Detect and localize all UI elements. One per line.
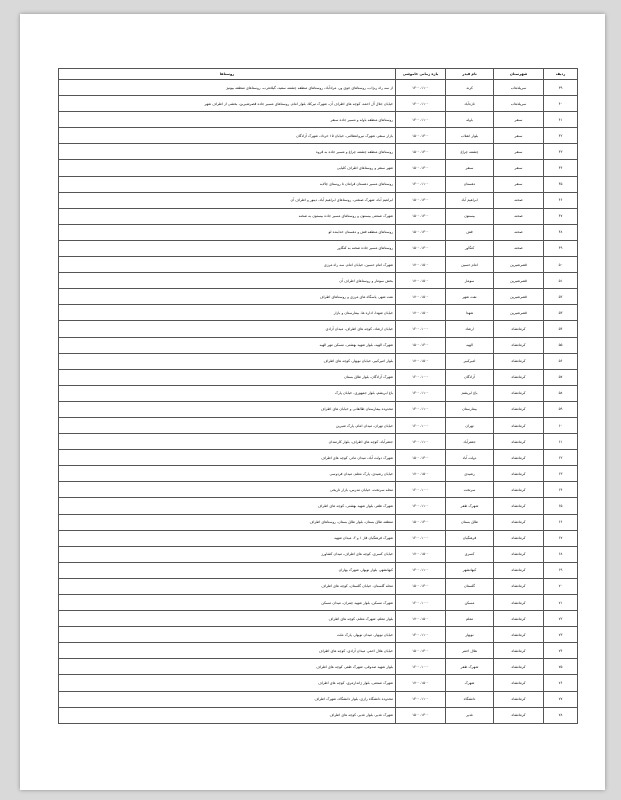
cell-row-number: ۵۲ (544, 289, 578, 305)
cell-row-number: ۶۲ (544, 450, 578, 466)
table-row (59, 385, 578, 401)
cell-place: سومار (446, 273, 494, 289)
cell-place: باوله (446, 112, 494, 128)
cell-row-number: ۵۷ (544, 369, 578, 385)
cell-city: کرمانشاه (494, 643, 544, 659)
cell-city: کرمانشاه (494, 482, 544, 498)
table-row (59, 401, 578, 417)
cell-city: سنقر (494, 128, 544, 144)
cell-areas: محله گلستان، خیابان گلستان، کوچه های اطراف (59, 578, 396, 594)
cell-row-number: ۵۵ (544, 337, 578, 353)
cell-place: فرهنگیان (446, 530, 494, 546)
cell-place: کیهانشهر (446, 562, 494, 578)
cell-areas: خیابان جلال آل احمد، کوچه های اطراف آن، شهرک تیرکلا، بلوار امام، روستاهای مسیر جاده قصرشیرین، بخشی از اطراف شهر (59, 96, 396, 112)
cell-areas: خیابان شهدا، اداره ها، بیمارستان و بازار (59, 305, 396, 321)
table-body (59, 80, 578, 724)
cell-row-number: ۷۲ (544, 611, 578, 627)
cell-areas: خیابان نوبهار، میدان نوبهار، پارک ملت (59, 627, 396, 643)
table-row (59, 160, 578, 176)
cell-city: کرمانشاه (494, 675, 544, 691)
cell-city: کرمانشاه (494, 498, 544, 514)
cell-time: ۱۲۰۰-۱۰۰۰ (396, 530, 446, 546)
cell-city: کرمانشاه (494, 611, 544, 627)
cell-place: تهران (446, 417, 494, 433)
header-row-number: ردیف (544, 69, 578, 80)
cell-time: ۱۵۰۰-۱۳۰۰ (396, 337, 446, 353)
cell-row-number: ۴۴ (544, 160, 578, 176)
cell-time: ۱۳۰۰-۱۱۰۰ (396, 176, 446, 192)
cell-time: ۱۵۰۰-۱۳۰۰ (396, 224, 446, 240)
cell-city: کرمانشاه (494, 417, 544, 433)
table-row (59, 289, 578, 305)
table-row (59, 514, 578, 530)
table-row (59, 434, 578, 450)
table-row (59, 128, 578, 144)
cell-time: ۱۲۰۰-۱۰۰۰ (396, 482, 446, 498)
table-row (59, 273, 578, 289)
cell-place: دانشگاه (446, 691, 494, 707)
table-row (59, 498, 578, 514)
cell-place: بلوار انقلاب (446, 128, 494, 144)
cell-areas: منطقه طاق بستان، بلوار طاق بستان، روستاهای اطراف (59, 514, 396, 530)
cell-row-number: ۶۴ (544, 482, 578, 498)
cell-row-number: ۶۹ (544, 562, 578, 578)
cell-place: آزادگان (446, 369, 494, 385)
cell-place: الهیه (446, 337, 494, 353)
cell-row-number: ۵۶ (544, 353, 578, 369)
cell-place: کنگاور (446, 240, 494, 256)
cell-row-number: ۴۵ (544, 176, 578, 192)
document-page (20, 14, 605, 790)
cell-time: ۱۳۰۰-۱۱۰۰ (396, 112, 446, 128)
table-row (59, 450, 578, 466)
cell-row-number: ۴۶ (544, 192, 578, 208)
cell-place: هلال احمر (446, 643, 494, 659)
table-row (59, 192, 578, 208)
table-row (59, 224, 578, 240)
cell-areas: شهرک ظفر، بلوار شهید بهشتی، کوچه های اطراف (59, 498, 396, 514)
cell-place: معلم (446, 611, 494, 627)
table-row (59, 305, 578, 321)
cell-row-number: ۶۳ (544, 466, 578, 482)
cell-place: امام حسین (446, 257, 494, 273)
cell-place: ابراهیم آباد (446, 192, 494, 208)
cell-city: کرمانشاه (494, 562, 544, 578)
header-place: نام فیدر (446, 69, 494, 80)
cell-time: ۱۵۰۰-۱۳۰۰ (396, 450, 446, 466)
cell-city: کرمانشاه (494, 627, 544, 643)
table-row (59, 96, 578, 112)
cell-time: ۱۳۰۰-۱۱۰۰ (396, 434, 446, 450)
cell-time: ۱۳۰۰-۱۱۰۰ (396, 627, 446, 643)
cell-row-number: ۴۰ (544, 96, 578, 112)
cell-areas: خیابان ارشاد، کوچه های اطراف، میدان آزادی (59, 321, 396, 337)
table-row (59, 627, 578, 643)
cell-row-number: ۷۵ (544, 659, 578, 675)
cell-areas: شهرک دولت آباد، میدان مادر، کوچه های اطراف (59, 450, 396, 466)
cell-city: سرپلذهاب (494, 80, 544, 96)
cell-areas: روستاهای منطقه چشمه چراغ و مسیر جاده به قروه (59, 144, 396, 160)
cell-areas: روستاهای مسیر دهستان فرامان تا روستای چالابه (59, 176, 396, 192)
cell-row-number: ۷۰ (544, 578, 578, 594)
cell-areas: محدوده دانشگاه رازی، بلوار دانشگاه، شهرک اطراف (59, 691, 396, 707)
cell-time: ۱۷۰۰-۱۵۰۰ (396, 273, 446, 289)
cell-areas: خیابان کسری، کوچه های اطراف، میدان کشاورز (59, 546, 396, 562)
cell-place: شهرک ظفر (446, 498, 494, 514)
cell-place: چشمه چراغ (446, 144, 494, 160)
cell-city: کرمانشاه (494, 530, 544, 546)
cell-time: ۱۵۰۰-۱۳۰۰ (396, 707, 446, 723)
cell-city: صحنه (494, 208, 544, 224)
cell-city: کرمانشاه (494, 546, 544, 562)
cell-areas: محدوده بیمارستان طالقانی و خیابان های اطراف (59, 401, 396, 417)
cell-city: قصرشیرین (494, 305, 544, 321)
cell-time: ۱۲۰۰-۱۰۰۰ (396, 369, 446, 385)
cell-row-number: ۷۷ (544, 691, 578, 707)
cell-row-number: ۶۰ (544, 417, 578, 433)
cell-time: ۱۳۰۰-۱۱۰۰ (396, 401, 446, 417)
cell-time: ۱۵۰۰-۱۳۰۰ (396, 192, 446, 208)
cell-place: دهستان (446, 176, 494, 192)
cell-row-number: ۵۱ (544, 273, 578, 289)
cell-place: جعفرآباد (446, 434, 494, 450)
cell-place: دولت آباد (446, 450, 494, 466)
cell-areas: نفت شهر، پاسگاه های مرزی و روستاهای اطراف (59, 289, 396, 305)
cell-city: صحنه (494, 224, 544, 240)
table-row (59, 369, 578, 385)
table-row (59, 257, 578, 273)
table-row (59, 337, 578, 353)
cell-time: ۱۷۰۰-۱۵۰۰ (396, 546, 446, 562)
cell-areas: بلوار امیرکبیر، خیابان نوبهار، کوچه های اطراف (59, 353, 396, 369)
cell-city: سنقر (494, 112, 544, 128)
cell-row-number: ۴۱ (544, 112, 578, 128)
cell-row-number: ۵۴ (544, 321, 578, 337)
cell-row-number: ۷۳ (544, 627, 578, 643)
cell-time: ۱۲۰۰-۱۰۰۰ (396, 321, 446, 337)
blackout-schedule-table (58, 68, 578, 724)
cell-time: ۱۷۰۰-۱۵۰۰ (396, 305, 446, 321)
cell-place: شهدا (446, 305, 494, 321)
cell-place: فش (446, 224, 494, 240)
cell-time: ۱۷۰۰-۱۵۰۰ (396, 257, 446, 273)
cell-time: ۱۵۰۰-۱۳۰۰ (396, 643, 446, 659)
cell-areas: بخش سومار و روستاهای اطراف آن (59, 273, 396, 289)
cell-row-number: ۵۹ (544, 401, 578, 417)
header-areas: روستاها (59, 69, 396, 80)
cell-time: ۱۳۰۰-۱۱۰۰ (396, 562, 446, 578)
table-row (59, 611, 578, 627)
cell-row-number: ۴۳ (544, 144, 578, 160)
cell-areas: شهرک آزادگان، بلوار طاق بستان (59, 369, 396, 385)
cell-areas: باغ ابریشم، بلوار جمهوری، خیابان پارک (59, 385, 396, 401)
cell-time: ۱۲۰۰-۱۰۰۰ (396, 595, 446, 611)
cell-place: مسکن (446, 595, 494, 611)
cell-row-number: ۶۶ (544, 514, 578, 530)
cell-city: کرمانشاه (494, 369, 544, 385)
cell-place: غدیر (446, 707, 494, 723)
table-row (59, 578, 578, 594)
cell-row-number: ۵۸ (544, 385, 578, 401)
cell-place: سرتخت (446, 482, 494, 498)
cell-areas: ابراهیم آباد، شهرک صنعتی، روستاهای ابراهیم آباد، دینور و اطراف آن (59, 192, 396, 208)
cell-place: شهرک (446, 675, 494, 691)
cell-time: ۱۳۰۰-۱۱۰۰ (396, 96, 446, 112)
cell-place: کرند (446, 80, 494, 96)
table-row (59, 353, 578, 369)
cell-time: ۱۷۰۰-۱۵۰۰ (396, 466, 446, 482)
cell-city: کرمانشاه (494, 434, 544, 450)
table-row (59, 675, 578, 691)
cell-city: کرمانشاه (494, 595, 544, 611)
cell-areas: بازار سنقر، شهرک نیروانتظامی، خیابان ۱۵ خرداد، شهرک آزادگان (59, 128, 396, 144)
cell-row-number: ۴۲ (544, 128, 578, 144)
cell-areas: روستاهای منطقه فش و دهستان خدابنده لو (59, 224, 396, 240)
cell-place: بیمارستان (446, 401, 494, 417)
cell-row-number: ۷۶ (544, 675, 578, 691)
cell-time: ۱۵۰۰-۱۳۰۰ (396, 144, 446, 160)
cell-city: کرمانشاه (494, 337, 544, 353)
cell-time: ۱۵۰۰-۱۳۰۰ (396, 208, 446, 224)
header-time: بازه زمانی خاموشی (396, 69, 446, 80)
cell-row-number: ۷۱ (544, 595, 578, 611)
cell-city: کرمانشاه (494, 385, 544, 401)
cell-time: ۱۳۰۰-۱۱۰۰ (396, 691, 446, 707)
cell-time: ۱۵۰۰-۱۳۰۰ (396, 160, 446, 176)
cell-time: ۱۲۰۰-۱۰۰۰ (396, 417, 446, 433)
cell-city: کرمانشاه (494, 707, 544, 723)
table-row (59, 562, 578, 578)
table-row (59, 691, 578, 707)
cell-time: ۱۲۰۰-۱۰۰۰ (396, 659, 446, 675)
cell-place: سنقر (446, 160, 494, 176)
cell-time: ۱۷۰۰-۱۵۰۰ (396, 289, 446, 305)
cell-city: کرمانشاه (494, 659, 544, 675)
cell-place: کسری (446, 546, 494, 562)
cell-place: تازه‌آباد (446, 96, 494, 112)
table-row (59, 530, 578, 546)
table-row (59, 482, 578, 498)
cell-time: ۱۷۰۰-۱۵۰۰ (396, 675, 446, 691)
table-header-row (59, 69, 578, 80)
cell-city: کرمانشاه (494, 353, 544, 369)
cell-areas: خیابان هلال احمر، میدان آزادی، کوچه های اطراف (59, 643, 396, 659)
cell-city: کرمانشاه (494, 466, 544, 482)
cell-time: ۱۷۰۰-۱۵۰۰ (396, 611, 446, 627)
cell-row-number: ۵۰ (544, 257, 578, 273)
table-row (59, 417, 578, 433)
cell-areas: شهرک مسکن، بلوار شهید چمران، میدان مسکن (59, 595, 396, 611)
cell-city: قصرشیرین (494, 289, 544, 305)
table-row (59, 595, 578, 611)
cell-areas: شهرک صنعتی، بلوار ژاندارمری، کوچه های اطراف (59, 675, 396, 691)
cell-city: کرمانشاه (494, 514, 544, 530)
table-row (59, 240, 578, 256)
cell-city: کرمانشاه (494, 691, 544, 707)
cell-row-number: ۷۸ (544, 707, 578, 723)
cell-areas: شهرک صنعتی بیستون و روستاهای مسیر جاده بیستون به صحنه (59, 208, 396, 224)
cell-place: رشیدی (446, 466, 494, 482)
cell-areas: کیهانشهر، بلوار نوبهار، شهرک بهاران (59, 562, 396, 578)
table-row (59, 176, 578, 192)
cell-place: شهرک ظفر (446, 659, 494, 675)
cell-city: سنقر (494, 160, 544, 176)
table-row (59, 466, 578, 482)
cell-place: بیستون (446, 208, 494, 224)
table-row (59, 112, 578, 128)
cell-areas: روستاهای منطقه باوله و مسیر جاده سنقر (59, 112, 396, 128)
cell-city: کرمانشاه (494, 450, 544, 466)
cell-place: باغ ابریشم (446, 385, 494, 401)
cell-time: ۱۳۰۰-۱۱۰۰ (396, 80, 446, 96)
cell-areas: شهرک فرهنگیان فاز ۱ و ۲، میدان شهید (59, 530, 396, 546)
cell-time: ۱۵۰۰-۱۳۰۰ (396, 578, 446, 594)
cell-place: طاق بستان (446, 514, 494, 530)
cell-time: ۱۵۰۰-۱۳۰۰ (396, 128, 446, 144)
cell-row-number: ۷۴ (544, 643, 578, 659)
cell-areas: از سه راه ریژاب، روستاهای جوی ور، مرادآباد، روستاهای منطقه چشمه سفید، گیلانغرب، روستاهای منطقه بیونیژ (59, 80, 396, 96)
cell-areas: شهرک امام حسین، خیابان امام، سه راه مرزی (59, 257, 396, 273)
cell-areas: محله سرتخت، خیابان مدرس، بازار تاریخی (59, 482, 396, 498)
cell-city: قصرشیرین (494, 257, 544, 273)
cell-city: کرمانشاه (494, 401, 544, 417)
cell-areas: بلوار معلم، شهرک معلم، کوچه های اطراف (59, 611, 396, 627)
cell-time: ۱۳۰۰-۱۱۰۰ (396, 385, 446, 401)
cell-city: کرمانشاه (494, 578, 544, 594)
cell-time: ۱۵۰۰-۱۳۰۰ (396, 240, 446, 256)
cell-row-number: ۶۷ (544, 530, 578, 546)
cell-row-number: ۶۸ (544, 546, 578, 562)
cell-row-number: ۴۸ (544, 224, 578, 240)
cell-time: ۱۳۰۰-۱۱۰۰ (396, 498, 446, 514)
cell-areas: بلوار شهید صدوقی، شهرک ظفر، کوچه های اطراف (59, 659, 396, 675)
cell-row-number: ۳۹ (544, 80, 578, 96)
table-row (59, 321, 578, 337)
cell-row-number: ۴۷ (544, 208, 578, 224)
cell-areas: خیابان تهران، میدان امام، پارک شیرین (59, 417, 396, 433)
cell-areas: خیابان رشیدی، پارک معلم، میدان فردوسی (59, 466, 396, 482)
cell-place: نوبهار (446, 627, 494, 643)
cell-city: کرمانشاه (494, 321, 544, 337)
table-row (59, 144, 578, 160)
cell-city: سرپلذهاب (494, 96, 544, 112)
table-row (59, 546, 578, 562)
table-row (59, 659, 578, 675)
cell-areas: شهر سنقر و روستاهای اطراف کلیایی (59, 160, 396, 176)
cell-city: سنقر (494, 144, 544, 160)
cell-time: ۱۷۰۰-۱۵۰۰ (396, 353, 446, 369)
table-row (59, 80, 578, 96)
table-row (59, 208, 578, 224)
table-row (59, 643, 578, 659)
table-row (59, 707, 578, 723)
cell-row-number: ۶۵ (544, 498, 578, 514)
cell-city: صحنه (494, 192, 544, 208)
cell-city: صحنه (494, 240, 544, 256)
cell-time: ۱۵۰۰-۱۳۰۰ (396, 514, 446, 530)
cell-place: گلستان (446, 578, 494, 594)
cell-areas: شهرک غدیر، بلوار غدیر، کوچه های اطراف (59, 707, 396, 723)
cell-row-number: ۵۳ (544, 305, 578, 321)
cell-row-number: ۶۱ (544, 434, 578, 450)
cell-city: سنقر (494, 176, 544, 192)
cell-areas: شهرک الهیه، بلوار شهید بهشتی، مسکن مهر الهیه (59, 337, 396, 353)
header-city: شهرستان (494, 69, 544, 80)
cell-areas: روستاهای مسیر جاده صحنه به کنگاور (59, 240, 396, 256)
cell-place: امیرکبیر (446, 353, 494, 369)
cell-place: نفت شهر (446, 289, 494, 305)
cell-areas: جعفرآباد، کوچه های اطراف، بلوار کارمندان (59, 434, 396, 450)
cell-place: ارشاد (446, 321, 494, 337)
cell-row-number: ۴۹ (544, 240, 578, 256)
cell-city: قصرشیرین (494, 273, 544, 289)
